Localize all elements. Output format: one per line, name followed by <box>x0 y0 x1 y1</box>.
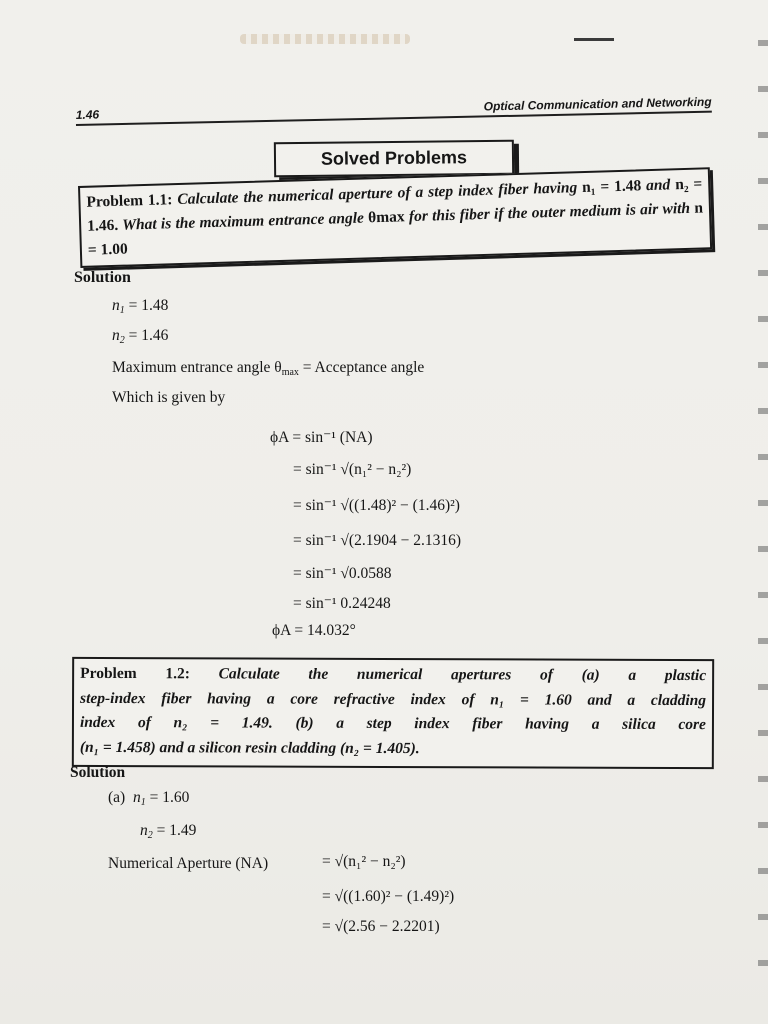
n2-symbol: $n_2$ <box>140 822 153 841</box>
equation-step: = √(n₁² − n₂²) <box>322 853 406 870</box>
problem-1-theta-max: θmax <box>367 208 405 227</box>
max-subscript: max <box>281 367 299 378</box>
running-title: Optical Communication and Networking <box>483 94 712 114</box>
problem-1-n1: n₁ = 1.48 <box>581 177 642 197</box>
problem-1-label: Problem 1.1: <box>86 191 173 211</box>
n1-value: = 1.48 <box>128 297 169 314</box>
part-a-label: (a) <box>108 789 126 806</box>
n1-value: = 1.60 <box>149 789 190 806</box>
problem-2-line-4: (n₁ = 1.458) and a silicon resin cladding (n₂ = 1.405). <box>79 738 420 757</box>
equation-step: = sin⁻¹ √((1.48)² − (1.46)²) <box>293 497 460 514</box>
solution-2-heading: Solution <box>70 764 126 781</box>
problem-1-text-a: Calculate the numerical aperture of a step index fiber having <box>177 179 578 209</box>
n1-symbol: $n_1$ <box>129 789 146 808</box>
running-header <box>75 87 711 126</box>
problem-1-n-air: n = 1.00 <box>87 199 704 259</box>
section-title: Solved Problems <box>274 140 514 178</box>
numerical-aperture-label: Numerical Aperture (NA) <box>108 855 269 872</box>
problem-1-and: and <box>645 176 671 195</box>
max-angle-label: Maximum entrance angle θ <box>112 359 282 376</box>
page-binding-edge <box>758 40 768 980</box>
equation-step: = √(2.56 − 2.2201) <box>322 918 440 935</box>
problem-2-label: Problem 1.2: <box>80 664 190 683</box>
equation-result: ϕA = 14.032° <box>272 622 356 639</box>
max-angle-rest: = Acceptance angle <box>302 359 425 376</box>
n2-value: = 1.46 <box>128 327 169 344</box>
page-number: 1.46 <box>75 107 100 123</box>
equation-step: ϕA = sin⁻¹ (NA) <box>270 429 373 446</box>
n1-symbol: $n_1$ <box>112 297 125 316</box>
problem-1-n2: n₂ = 1.46. <box>86 175 703 235</box>
n2-value: = 1.49 <box>156 822 197 839</box>
n2-symbol: $n_2$ <box>112 327 125 346</box>
solution-1-n2-line <box>112 327 168 346</box>
solution-2-n2-line <box>140 822 196 841</box>
problem-2-line-2: step-index fiber having a core refractive index of n₁ = 1.60 and a cladding <box>80 689 707 709</box>
problem-1-box <box>78 167 712 268</box>
problem-2-text: Calculate the numerical apertures of (a) a plastic <box>218 665 707 685</box>
equation-step: = sin⁻¹ √0.0588 <box>293 565 392 582</box>
ink-mark <box>574 38 614 41</box>
equation-step: = sin⁻¹ √(2.1904 − 2.1316) <box>293 532 461 549</box>
solution-1-n1-line <box>112 297 168 316</box>
problem-2-line-3: index of n₂ = 1.49. (b) a step index fiber having a silica core <box>79 713 706 734</box>
equation-step: = √((1.60)² − (1.49)²) <box>322 888 455 905</box>
equation-step: = sin⁻¹ 0.24248 <box>293 595 391 612</box>
max-angle-line <box>112 359 424 378</box>
problem-2-box <box>72 657 714 769</box>
problem-1-text-c: for this fiber if the outer medium is air with <box>408 199 691 226</box>
ink-smudge <box>240 34 410 44</box>
given-by-line: Which is given by <box>112 389 226 406</box>
solution-1-heading: Solution <box>74 269 131 286</box>
problem-2-line-1 <box>80 662 706 689</box>
solution-2-n1-line <box>108 789 189 808</box>
problem-1-text-b: What is the maximum entrance angle <box>121 209 365 234</box>
equation-step: = sin⁻¹ √(n₁² − n₂²) <box>293 461 412 478</box>
